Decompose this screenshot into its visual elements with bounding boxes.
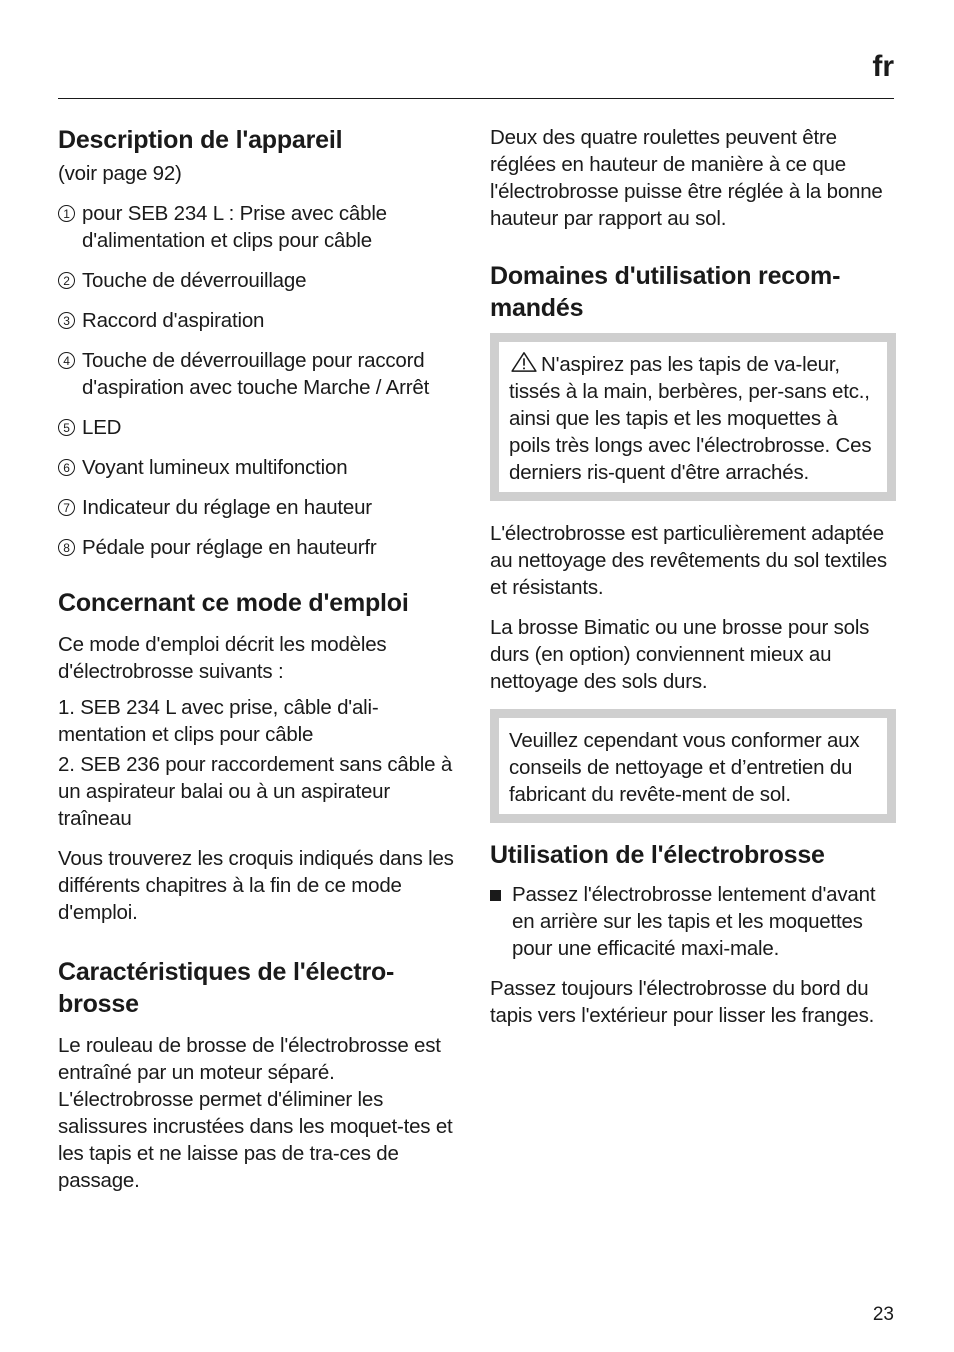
warning-box [490,333,896,501]
page-number: 23 [872,1304,894,1325]
number-badge: 7 [58,499,75,516]
list-item [58,494,466,521]
paragraph: Ce mode d'emploi décrit les modèles d'électrobrosse suivants : [58,633,387,683]
warning-triangle-icon [509,351,539,373]
section-title-manual: Concernant ce mode d'emploi [58,589,409,617]
list-item-text: pour SEB 234 L : Prise avec câble d'alimentation et clips pour câble [82,202,387,252]
list-item-text: Raccord d'aspiration [82,309,265,332]
language-code: fr [872,50,894,83]
number-badge: 1 [58,205,75,222]
section-title-features: Caractéristiques de l'électro-brosse [58,958,395,1018]
warning-paragraph [509,351,877,486]
list-item-text: Voyant lumineux multifonction [82,456,348,479]
number-badge: 6 [58,459,75,476]
number-badge: 3 [58,312,75,329]
bullet-item [490,881,896,962]
number-badge: 8 [58,539,75,556]
left-column [58,124,466,1194]
list-item [58,454,466,481]
square-bullet-icon [490,890,501,901]
list-item [58,307,466,334]
list-item-text: Indicateur du réglage en hauteur [82,496,372,519]
section-title-usage: Utilisation de l'électrobrosse [490,841,825,869]
paragraph: Passez toujours l'électrobrosse du bord du tapis vers l'extérieur pour lisser les franges. [490,977,875,1027]
paragraph: Vous trouverez les croquis indiqués dans les différents chapitres à la fin de ce mode d'emploi. [58,847,454,924]
section-title-description: Description de l'appareil [58,126,343,154]
number-badge: 4 [58,352,75,369]
list-item [58,534,466,561]
paragraph: Deux des quatre roulettes peuvent être réglées en hauteur de manière à ce que l'électrobrosse puisse être réglée à la bonne hauteur par rapport au sol. [490,126,883,230]
paragraph: La brosse Bimatic ou une brosse pour sols durs (en option) conviennent mieux au nettoyage des sols durs. [490,616,870,693]
note-box [490,709,896,823]
list-item-text: Pédale pour réglage en hauteurfr [82,536,377,559]
number-badge: 5 [58,419,75,436]
paragraph: Le rouleau de brosse de l'électrobrosse est entraîné par un moteur séparé. L'électrobrosse permet d'éliminer les salissures incrustées dans les moquet-tes et les tapis et ne laisse pas de tra-ces de passage. [58,1034,453,1192]
list-item-text: Touche de déverrouillage pour raccord d'aspiration avec touche Marche / Arrêt [82,349,430,399]
list-item [58,347,466,401]
parts-list [58,200,466,561]
bullet-text: Passez l'électrobrosse lentement d'avant en arrière sur les tapis et les moquettes pour une efficacité maxi-male. [512,883,876,960]
section-title-usage-domains: Domaines d'utilisation recom-mandés [490,262,841,322]
model-item-1: 1. SEB 234 L avec prise, câble d'ali-mentation et clips pour câble [58,696,379,746]
page-reference: (voir page 92) [58,162,182,185]
note-text: Veuillez cependant vous conformer aux conseils de nettoyage et d’entretien du fabricant du revête-ment de sol. [509,729,860,806]
number-badge: 2 [58,272,75,289]
paragraph: L'électrobrosse est particulièrement adaptée au nettoyage des revêtements du sol textiles et résistants. [490,522,887,599]
right-column [490,124,896,1029]
warning-text: N'aspirez pas les tapis de va-leur, tissés à la main, berbères, per-sans etc., ainsi que les tapis et les moquettes à poils très longs avec l'électrobrosse. Ces derniers ris-quent d'être arrachés. [509,353,872,484]
list-item [58,267,466,294]
list-item-text: LED [82,416,122,439]
list-item [58,414,466,441]
list-item-text: Touche de déverrouillage [82,269,307,292]
list-item [58,200,466,254]
header-rule [58,98,894,99]
model-item-2: 2. SEB 236 pour raccordement sans câble à un aspirateur balai ou à un aspirateur traîneau [58,753,453,830]
